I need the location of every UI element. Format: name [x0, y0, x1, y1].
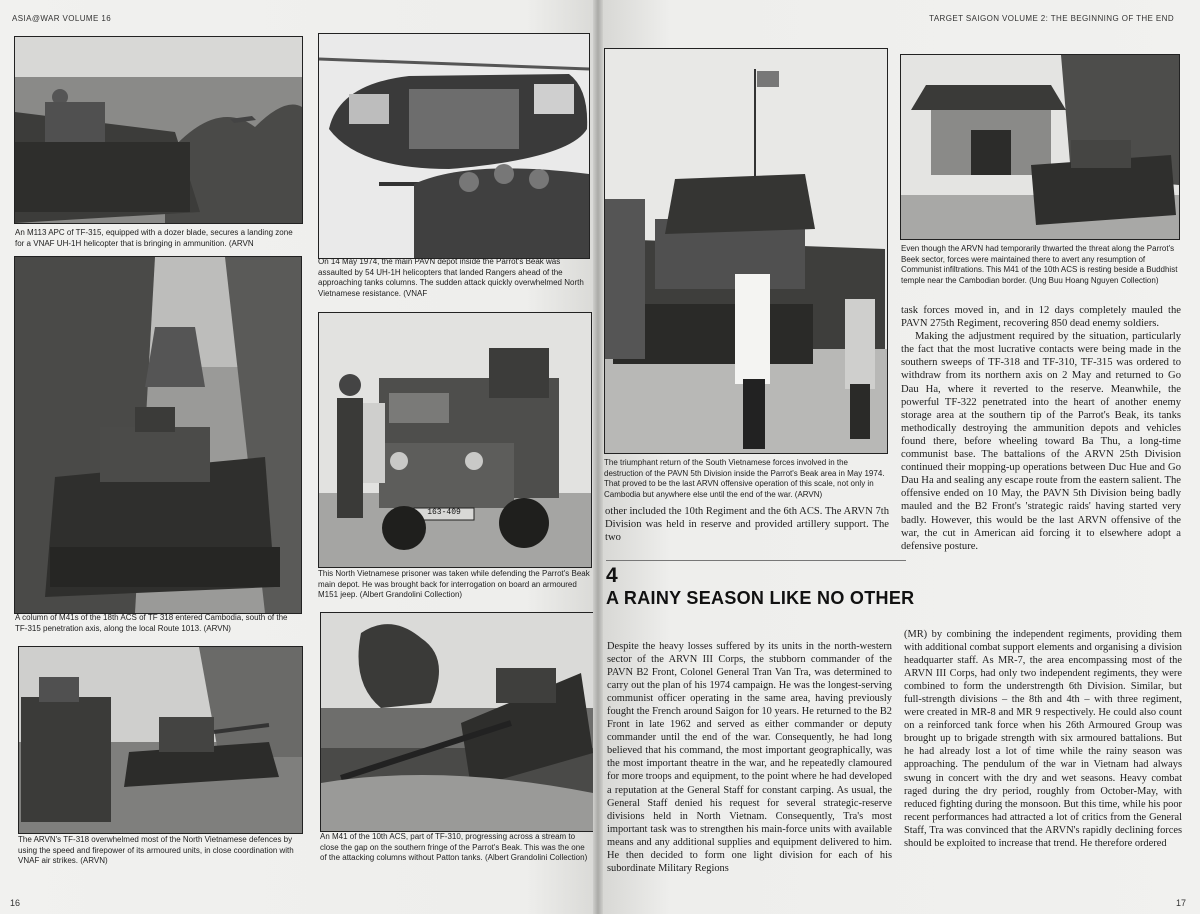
chapter-title: A RAINY SEASON LIKE NO OTHER [606, 588, 915, 608]
paragraph: other included the 10th Regiment and the 6th ACS. The ARVN 7th Division was held in reserve and provided artillery support. The two [605, 506, 889, 544]
caption-triumphant-return: The triumphant return of the South Vietnamese forces involved in the destruction of the PAVN 5th Division inside the Parrot's Beak area in May 1974. That proved to be the last ARVN offensive operation of this scale, not only in Cambodia but anywhere else until the end of the war. (ARVN) [604, 458, 885, 499]
photo-m113-apc [14, 36, 303, 224]
caption-helicopter-assault: On 14 May 1974, the main PAVN depot inside the Parrot's Beak was assaulted by 54 UH-1H helicopters that landed Rangers ahead of the approaching tanks columns. The sudden attack quickly overwhelmed North Vietnamese resistance. (VNAF [318, 257, 584, 298]
jeep-license-plate: 163-409 [427, 508, 461, 517]
page-number-left: 16 [10, 898, 21, 908]
paragraph: (MR) by combining the independent regiments, providing them with additional combat support elements and organising a division headquarter staff. As MR-7, the area encompassing most of the ARVN III Corps, had only two independent regiments, they were combined to form the understrength 6th Division. Similar, but full-strength divisions – the 8th and 4th – with three regiment, were created in MR-8 and MR 9 respectively. He could also count on a reinforced tank force when his 26th Armoured Group was brought up to brigade strength with six armoured battalions. But he had already lost a lot of time while the rainy season was approaching. The pendulum of the war in Vietnam had always swung in concert with the dry and wet seasons. Heavy combat raged during the dry period, roughly from October-May, with reduced fighting during the monsoon. But this time, while his poor recent performances had attracted a lot of critics from the General Staff, Tra was convinced that the ARVN's rapidly declining forces should be exploited to increase that trend. He therefore ordered [904, 629, 1182, 849]
photo-buddhist-temple [900, 54, 1180, 240]
body-text-continuation [605, 505, 889, 544]
paragraph: Despite the heavy losses suffered by its units in the north-western sector of the ARVN III Corps, the stubborn commander of the PAVN B2 Front, Colonel General Tran Van Tra, was determined to carry out the plan of his 1974 campaign. He was the longest-serving communist officer operating in the same area, having previously fought the French around Saigon for 10 years. He returned to the B2 Front in late 1962 and served as either commander or deputy commander until the end of the war. Consequently, he had long believed that his command, the most important geographically, was the most important theatre in the war, and he repeatedly clamoured for more troops and equipment, to the point where he had developed a reputation at the General Staff for constant carping. As usual, the General Staff denied his request for several strategic-reserve divisions held in North Vietnam. Consequently, Tra's most important task was to strengthen his main-force units with available means and any additional supplies and equipment delivered to him. He then decided to form one light division for each of his subordinate Military Regions [607, 641, 892, 874]
photo-m41-stream [320, 612, 594, 832]
caption-m41-stream: An M41 of the 10th ACS, part of TF-310, progressing across a stream to close the gap on the southern fringe of the Parrot's Beak. This was the one of the attacking columns without Patton tanks. (Albert Grandolini Collection) [320, 832, 588, 862]
photo-triumphant-return [604, 48, 888, 454]
photo-m41-column [14, 256, 302, 614]
spine-gutter [593, 0, 603, 914]
paragraph: task forces moved in, and in 12 days completely mauled the PAVN 275th Regiment, recovering 850 dead enemy soldiers. [901, 305, 1181, 330]
chapter-column-2 [904, 628, 1182, 850]
photo-tf318-armour [18, 646, 303, 834]
running-header-right: TARGET SAIGON VOLUME 2: THE BEGINNING OF THE END [929, 14, 1174, 23]
caption-m113: An M113 APC of TF-315, equipped with a dozer blade, secures a landing zone for a VNAF UH-1H helicopter that is bringing in ammunition. (ARVN [15, 228, 293, 248]
caption-buddhist-temple: Even though the ARVN had temporarily thwarted the threat along the Parrot's Beek sector, forces were maintained there to avert any resumption of Communist infiltrations. This M41 of the 10th ACS is resting beside a Buddhist temple near the Cambodian border. (Ung Buu Hoang Nguyen Collection) [901, 244, 1178, 285]
body-text-right-column [901, 304, 1181, 553]
chapter-rule [606, 560, 906, 561]
photo-uh1h-helicopter [318, 33, 590, 259]
caption-tf318: The ARVN's TF-318 overwhelmed most of the North Vietnamese defences by using the speed and firepower of its armoured units, in close coordination with VNAF air strikes. (ARVN) [18, 835, 294, 865]
running-header-left: ASIA@WAR VOLUME 16 [12, 14, 112, 23]
caption-m41-column: A column of M41s of the 18th ACS of TF 318 entered Cambodia, south of the TF-315 penetration axis, along the local Route 1013. (ARVN) [15, 613, 288, 633]
left-page [0, 0, 598, 914]
chapter-column-1 [607, 640, 892, 875]
page-number-right: 17 [1175, 898, 1186, 908]
chapter-number: 4 [606, 564, 618, 587]
paragraph: Making the adjustment required by the situation, particularly the fact that the most lucrative contacts were being made in the southern sweeps of TF-318 and TF-310, TF-315 was ordered to withdraw from its northern axis on 2 May and returned to Go Dau Ha, where it reverted to the reserve. Meanwhile, the powerful TF-322 penetrated into the heart of another enemy storage area at the southern tip of the Parrot's Beak, its tanks methodically destroying the ammunition depots and vehicles found there, before wheeling toward Ba Thu, a long-time communist base. The battalions of the ARVN 25th Division continued their mopping-up operations between Duc Hue and Go Dau Ha and sealing any escape route from the eastern salient. The offensive ended on 10 May, the PAVN 5th Division being badly mauled and the B2 Front's 'strategic raids' having started very badly. However, this would be the last ARVN offensive of the war, the cut in American aid forcing it to elsewhere adopt a defensive posture. [901, 331, 1181, 552]
photo-prisoner-jeep [318, 312, 592, 568]
caption-prisoner: This North Vietnamese prisoner was taken while defending the Parrot's Beak main depot. He was brought back for interrogation on board an armoured M151 jeep. (Albert Grandolini Collection) [318, 569, 590, 599]
